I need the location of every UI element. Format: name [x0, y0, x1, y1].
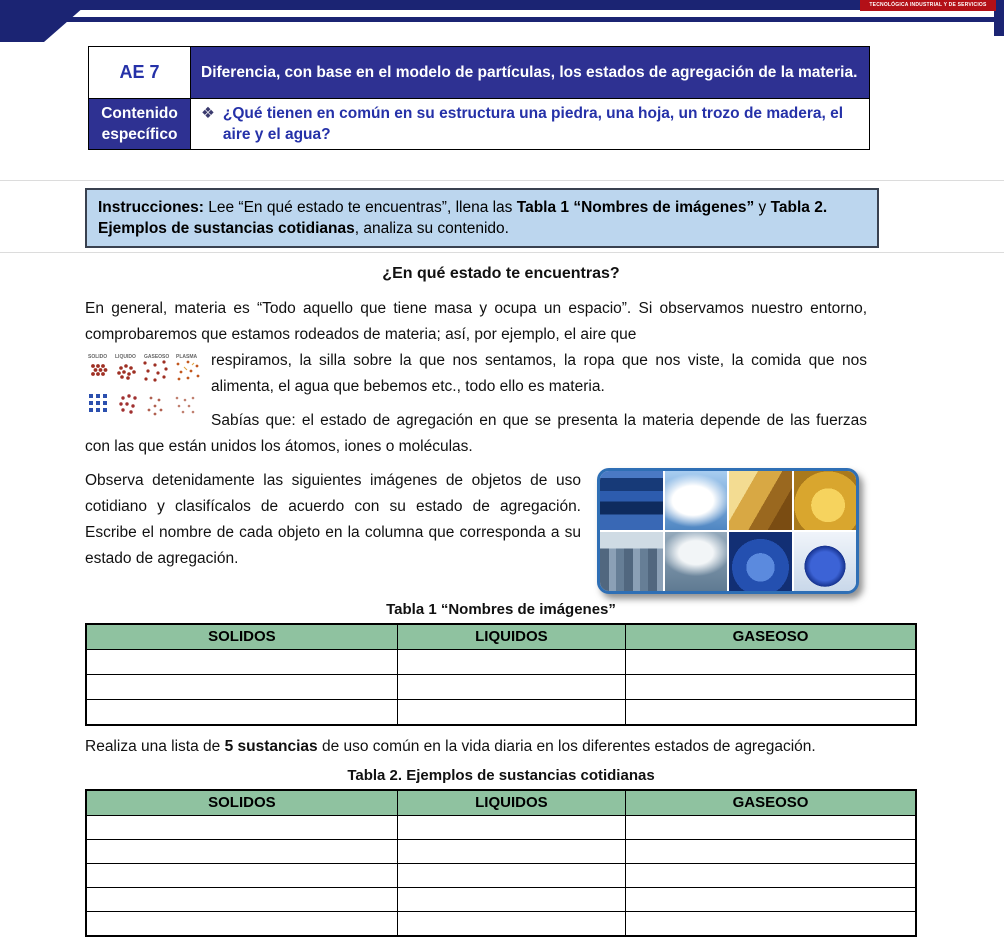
instructions-label: Instrucciones: — [98, 199, 204, 216]
corner-ribbon — [0, 0, 140, 42]
table-row — [86, 650, 916, 675]
particles-label-plasma: PLASMA — [176, 354, 198, 360]
table1-title: Tabla 1 “Nombres de imágenes” — [386, 601, 616, 618]
document-body — [85, 188, 917, 937]
answer-cell — [397, 912, 625, 937]
answer-cell — [626, 675, 917, 700]
paragraph-observa: Observa detenidamente las siguientes imágenes de objetos de uso cotidiano y clasifícalos de acuerdo con su estado de agregación. Escribe el nombre de cada objeto en la columna que corresponda a su estado de agregación. — [85, 472, 581, 567]
table-row — [86, 912, 916, 937]
ae-code: AE 7 — [89, 47, 191, 99]
learning-goal-table — [88, 46, 870, 150]
table-header-row — [86, 624, 916, 650]
answer-cell — [397, 816, 625, 840]
scan-line-top — [0, 180, 1004, 181]
answer-cell — [86, 675, 397, 700]
content-question-cell — [191, 99, 870, 150]
table-row — [86, 816, 916, 840]
top-decoration-bar — [0, 0, 1004, 10]
realiza-text: de uso común en la vida diaria en los diferentes estados de agregación. — [317, 738, 816, 755]
photo-chimneys — [600, 532, 663, 591]
realiza-text: Realiza una lista de — [85, 738, 225, 755]
table-row — [86, 675, 916, 700]
text-with-right-collage — [85, 468, 917, 572]
instructions-box — [85, 188, 879, 248]
table-row — [89, 99, 870, 150]
column-header-solidos: SOLIDOS — [86, 624, 397, 650]
paragraph-materia-continuacion: respiramos, la silla sobre la que nos sentamos, la ropa que nos viste, la comida que nos alimenta, el agua que bebemos etc., todo ello es materia. — [211, 352, 867, 395]
answer-cell — [86, 816, 397, 840]
table2-title: Tabla 2. Ejemplos de sustancias cotidianas — [347, 767, 655, 784]
paragraph-realiza-lista — [85, 734, 867, 760]
instructions-text: Lee “En qué estado te encuentras”, llena las — [203, 199, 517, 216]
column-header-liquidos: LIQUIDOS — [397, 790, 625, 816]
particle-models-figure — [85, 350, 203, 424]
answer-cell — [626, 912, 917, 937]
table-row — [86, 864, 916, 888]
table-header-row — [86, 790, 916, 816]
institution-banner-text: TECNOLÓGICA INDUSTRIAL Y DE SERVICIOS — [869, 2, 987, 8]
column-header-gaseoso: GASEOSO — [626, 624, 917, 650]
particles-label-liquido: LIQUIDO — [115, 354, 136, 360]
diamond-bullet-icon: ❖ — [201, 105, 215, 122]
answer-cell — [397, 840, 625, 864]
table2-sustancias-cotidianas — [85, 789, 917, 937]
answer-cell — [397, 864, 625, 888]
realiza-bold: 5 sustancias — [224, 738, 318, 755]
table-row — [86, 888, 916, 912]
ae-description: Diferencia, con base en el modelo de partículas, los estados de agregación de la materia. — [191, 47, 870, 99]
instructions-text: y — [754, 199, 771, 216]
photo-honey — [729, 471, 792, 530]
photo-clouds — [665, 471, 728, 530]
answer-cell — [397, 888, 625, 912]
answer-cell — [626, 650, 917, 675]
answer-cell — [626, 864, 917, 888]
institution-banner — [860, 0, 996, 11]
table1-nombres-imagenes — [85, 623, 917, 726]
answer-cell — [626, 700, 917, 726]
particles-label-gaseoso: GASEOSO — [144, 354, 170, 360]
content-question: ¿Qué tienen en común en su estructura una piedra, una hoja, un trozo de madera, el aire y el agua? — [222, 105, 844, 143]
answer-cell — [626, 888, 917, 912]
answer-cell — [397, 675, 625, 700]
answer-cell — [626, 816, 917, 840]
answer-cell — [86, 700, 397, 726]
content-label: Contenido específico — [89, 99, 191, 150]
paragraph-materia: En general, materia es “Todo aquello que tiene masa y ocupa un espacio”. Si observamos nuestro entorno, comprobaremos que estamos rodeados de materia; así, por ejemplo, el aire que — [85, 300, 867, 343]
particles-label-solido: SOLIDO — [88, 354, 108, 360]
table-row — [86, 700, 916, 726]
paragraph-sabias-que: Sabías que: el estado de agregación en que se presenta la materia depende de las fuerzas con las que están unidos los átomos, iones o moléculas. — [85, 412, 867, 455]
answer-cell — [86, 888, 397, 912]
table-row — [89, 47, 870, 99]
instructions-bold-table1: Tabla 1 “Nombres de imágenes” — [516, 199, 755, 216]
text-with-left-figure — [85, 348, 867, 460]
column-header-gaseoso: GASEOSO — [626, 790, 917, 816]
answer-cell — [626, 840, 917, 864]
answer-cell — [86, 840, 397, 864]
reading-title: ¿En qué estado te encuentras? — [382, 265, 620, 282]
answer-cell — [397, 650, 625, 675]
column-header-liquidos: LIQUIDOS — [397, 624, 625, 650]
column-header-solidos: SOLIDOS — [86, 790, 397, 816]
answer-cell — [397, 700, 625, 726]
photo-books — [600, 471, 663, 530]
everyday-objects-collage — [597, 468, 859, 594]
table-row — [86, 840, 916, 864]
photo-smoke — [665, 532, 728, 591]
instructions-bold-table2: Tabla 2. Ejemplos de sustancias cotidianas — [98, 199, 828, 237]
answer-cell — [86, 650, 397, 675]
photo-apple — [794, 532, 857, 591]
photo-syrup — [794, 471, 857, 530]
photo-bucket — [729, 532, 792, 591]
top-decoration-line — [0, 17, 1004, 22]
answer-cell — [86, 912, 397, 937]
instructions-text: , analiza su contenido. — [354, 220, 509, 237]
answer-cell — [86, 864, 397, 888]
